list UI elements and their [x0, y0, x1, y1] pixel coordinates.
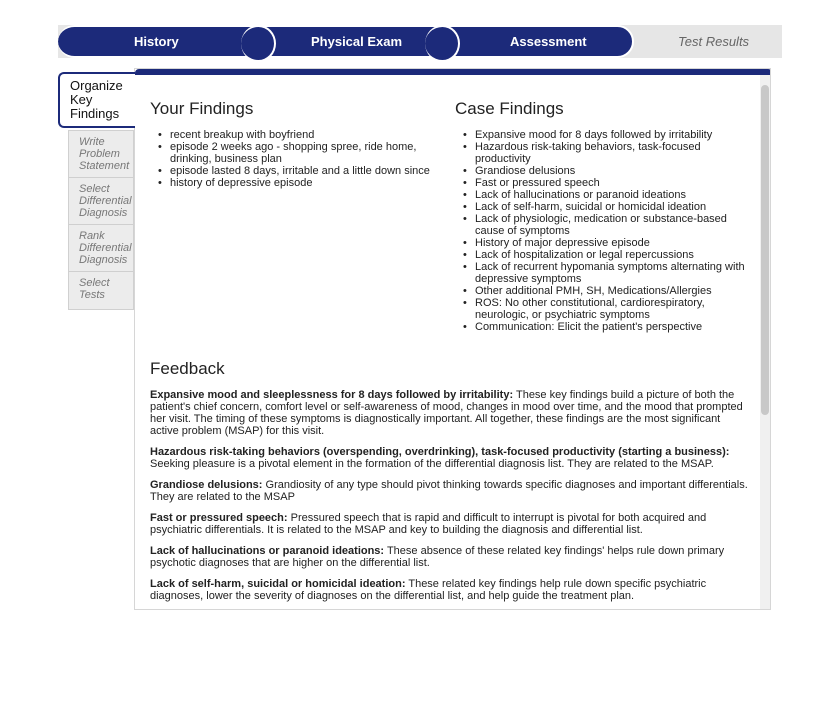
feedback-heading: Lack of hallucinations or paranoid ideations: — [150, 545, 385, 557]
sidebar-item-organize-key-findings[interactable]: Organize Key Findings — [58, 72, 135, 128]
feedback-item — [150, 389, 750, 437]
list-item: • Lack of self-harm, suicidal or homicidal ideation — [455, 201, 745, 213]
list-item: • Lack of hospitalization or legal repercussions — [455, 249, 745, 261]
list-item: • Lack of recurrent hypomania symptoms alternating with depressive symptoms — [455, 261, 745, 285]
feedback-item — [150, 512, 750, 536]
your-findings-section — [150, 99, 440, 189]
list-item: • Hazardous risk-taking behaviors, task-focused productivity — [455, 141, 745, 165]
scrollbar[interactable] — [760, 75, 770, 610]
list-item: • recent breakup with boyfriend — [150, 129, 440, 141]
list-item: • episode 2 weeks ago - shopping spree, ride home, drinking, business plan — [150, 141, 440, 165]
main-panel — [134, 68, 771, 610]
your-findings-title: Your Findings — [150, 99, 254, 118]
list-item: • Other additional PMH, SH, Medications/Allergies — [455, 285, 745, 297]
panel-top-bar — [135, 69, 771, 75]
feedback-heading: Fast or pressured speech: — [150, 512, 288, 524]
list-item: • History of major depressive episode — [455, 237, 745, 249]
list-item: • Grandiose delusions — [455, 165, 745, 177]
feedback-text: These absence of these related key findings' helps rule down primary psychotic diagnoses that are higher on the differential list. — [150, 545, 725, 569]
list-item: • history of depressive episode — [150, 177, 440, 189]
tab-history[interactable]: History — [58, 25, 262, 58]
feedback-heading: Expansive mood and sleeplessness for 8 days followed by irritability: — [150, 389, 514, 401]
feedback-text: Pressured speech that is rapid and difficult to interrupt is pivotal for both acquired and psychiatric differentials. It is related to the MSAP and key to building the diagnosis and differential list. — [150, 512, 707, 536]
feedback-text: These key findings build a picture of both the patient's chief concern, comfort level or self-awareness of mood, changes in mood over time, and the mood that prompted her visit. The timing of these symptoms is diagnostically important. All together, these findings are the most significant active problem (MSAP) for this visit. — [150, 389, 743, 437]
feedback-text: Grandiosity of any type should pivot thinking towards specific diagnoses and important differentials. They are related to the MSAP — [150, 479, 748, 503]
list-item: • Lack of hallucinations or paranoid ideations — [455, 189, 745, 201]
case-findings-section — [455, 99, 745, 333]
tab-test-results[interactable]: Test Results — [678, 34, 750, 49]
scrollbar-thumb[interactable] — [761, 85, 769, 415]
list-item: • ROS: No other constitutional, cardiorespiratory, neurologic, or psychiatric symptoms — [455, 297, 745, 321]
feedback-item — [150, 545, 750, 569]
list-item: • episode lasted 8 days, irritable and a little down since — [150, 165, 440, 177]
feedback-title: Feedback — [150, 359, 225, 378]
sidebar-list — [68, 130, 134, 310]
feedback-item — [150, 446, 750, 470]
case-findings-title: Case Findings — [455, 99, 564, 118]
sidebar-item-write-problem-statement[interactable]: Write Problem Statement — [69, 131, 133, 178]
feedback-section — [150, 359, 750, 610]
feedback-item — [150, 479, 750, 503]
feedback-heading: Grandiose delusions: — [150, 479, 263, 491]
feedback-heading: Lack of self-harm, suicidal or homicidal ideation: — [150, 578, 406, 590]
list-item: • Communication: Elicit the patient's perspective — [455, 321, 745, 333]
feedback-text: Seeking pleasure is a pivotal element in the formation of the differential diagnosis list. They are related to the MSAP. — [150, 458, 714, 470]
tab-bar — [58, 25, 782, 58]
feedback-text: These related key findings help rule down specific psychiatric diagnoses, lower the severity of diagnoses on the differential list, and help guide the treatment plan. — [150, 578, 707, 602]
list-item: • Expansive mood for 8 days followed by irritability — [455, 129, 745, 141]
tab-assessment[interactable]: Assessment — [438, 25, 634, 58]
list-item: • Fast or pressured speech — [455, 177, 745, 189]
feedback-item — [150, 578, 750, 602]
list-item: • Lack of physiologic, medication or substance-based cause of symptoms — [455, 213, 745, 237]
tab-physical-exam[interactable]: Physical Exam — [254, 25, 446, 58]
feedback-heading: Hazardous risk-taking behaviors (overspending, overdrinking), task-focused productivity (starting a business): — [150, 446, 730, 458]
your-findings-list — [150, 129, 440, 189]
sidebar-item-select-differential-diagnosis[interactable]: Select Differential Diagnosis — [69, 178, 133, 225]
sidebar-item-select-tests[interactable]: Select Tests — [79, 277, 110, 301]
case-findings-list — [455, 129, 745, 333]
sidebar-item-rank-differential-diagnosis[interactable]: Rank Differential Diagnosis — [69, 225, 133, 272]
